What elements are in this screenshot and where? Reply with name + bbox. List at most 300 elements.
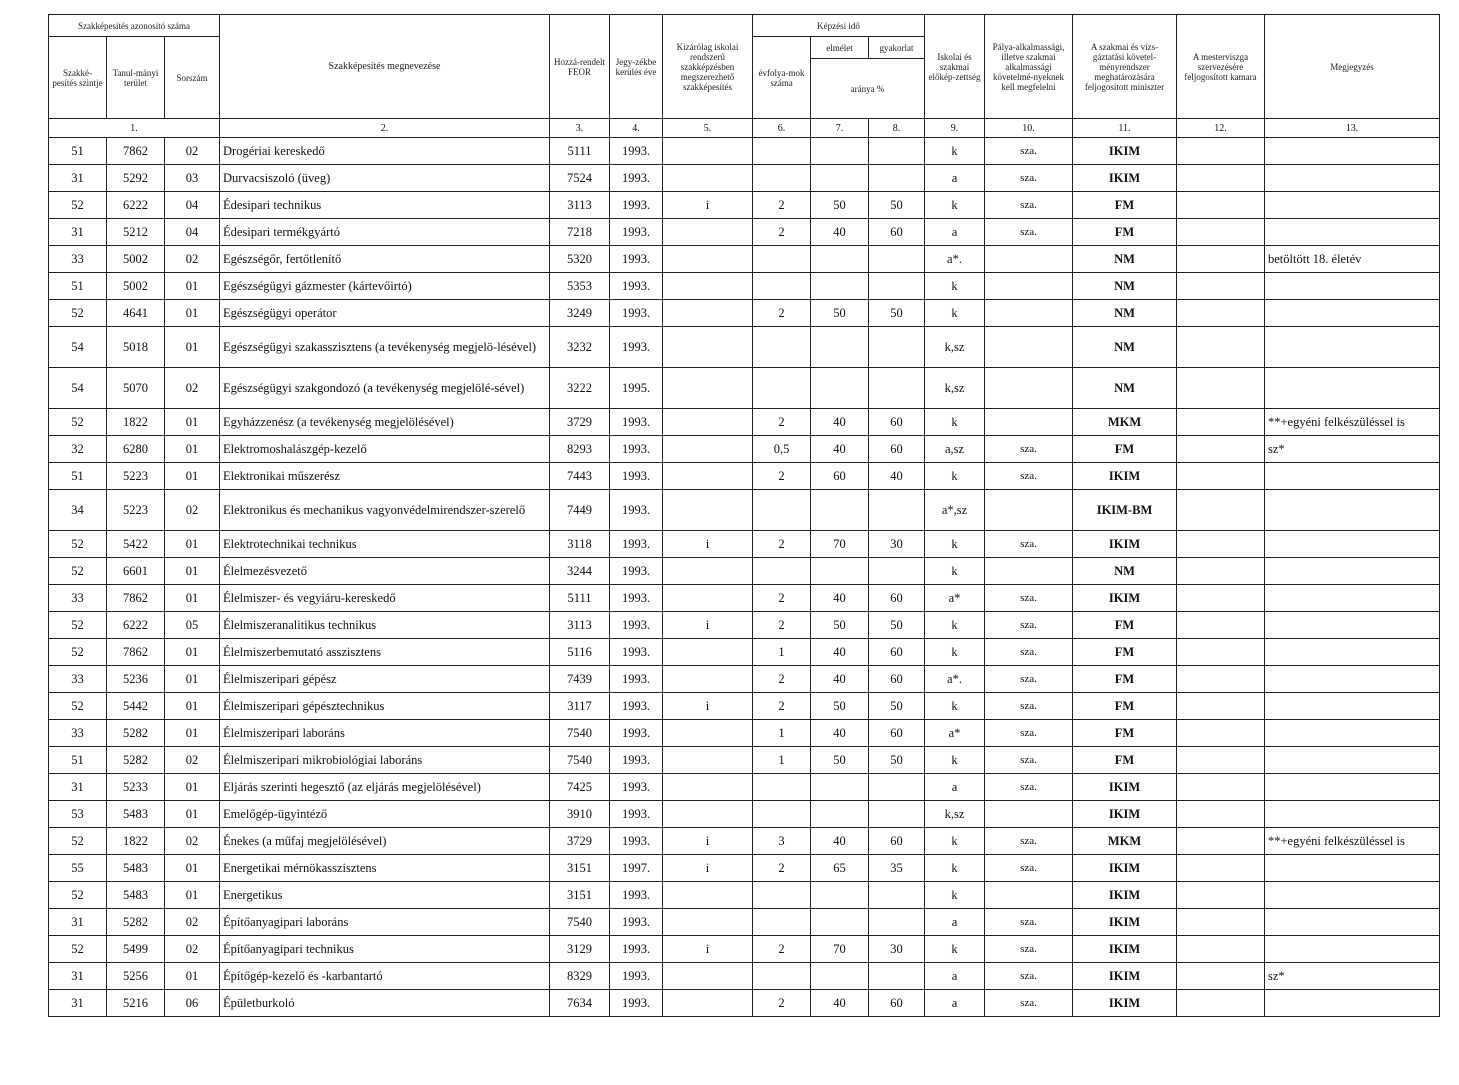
cell-name: Energetikus <box>220 882 550 909</box>
cell-year: 1993. <box>610 490 663 531</box>
cell-practice: 60 <box>869 436 925 463</box>
cell-minister: NM <box>1073 327 1177 368</box>
cell-aptitude: sza. <box>985 855 1073 882</box>
cell-chamber <box>1177 327 1265 368</box>
cell-minister: NM <box>1073 273 1177 300</box>
cell-serial: 01 <box>165 300 220 327</box>
cell-name: Elektronikai műszerész <box>220 463 550 490</box>
cell-prereq: a*. <box>925 666 985 693</box>
cell-aptitude: sza. <box>985 436 1073 463</box>
cell-year: 1993. <box>610 192 663 219</box>
cell-grades <box>753 138 811 165</box>
cell-serial: 06 <box>165 990 220 1017</box>
cell-theory <box>811 774 869 801</box>
cell-prereq: a*,sz <box>925 490 985 531</box>
cell-feor: 7540 <box>550 747 610 774</box>
cell-prereq: k <box>925 558 985 585</box>
cell-practice: 60 <box>869 666 925 693</box>
cell-practice: 40 <box>869 463 925 490</box>
table-row <box>49 558 1440 585</box>
cell-aptitude: sza. <box>985 909 1073 936</box>
cell-theory <box>811 801 869 828</box>
cell-theory: 40 <box>811 828 869 855</box>
cell-remark <box>1265 801 1440 828</box>
cell-year: 1993. <box>610 436 663 463</box>
cell-prereq: k <box>925 463 985 490</box>
cell-field: 5233 <box>107 774 165 801</box>
cell-grades: 2 <box>753 855 811 882</box>
table-row <box>49 909 1440 936</box>
table-row <box>49 720 1440 747</box>
cell-school-only <box>663 963 753 990</box>
cell-practice <box>869 909 925 936</box>
cell-minister: IKIM <box>1073 585 1177 612</box>
cell-prereq: k <box>925 138 985 165</box>
cell-prereq: a,sz <box>925 436 985 463</box>
cell-feor: 7218 <box>550 219 610 246</box>
cell-minister: FM <box>1073 693 1177 720</box>
cell-aptitude: sza. <box>985 666 1073 693</box>
cell-practice: 35 <box>869 855 925 882</box>
cell-chamber <box>1177 936 1265 963</box>
cell-remark <box>1265 138 1440 165</box>
table-row <box>49 138 1440 165</box>
cell-theory: 40 <box>811 720 869 747</box>
cell-remark: betöltött 18. életév <box>1265 246 1440 273</box>
cell-level: 55 <box>49 855 107 882</box>
cell-grades: 2 <box>753 409 811 436</box>
cell-minister: IKIM <box>1073 463 1177 490</box>
cell-minister: IKIM <box>1073 882 1177 909</box>
cell-remark <box>1265 300 1440 327</box>
cell-grades <box>753 273 811 300</box>
cell-field: 1822 <box>107 409 165 436</box>
cell-practice <box>869 490 925 531</box>
cell-level: 33 <box>49 246 107 273</box>
table-row <box>49 273 1440 300</box>
cell-minister: IKIM <box>1073 801 1177 828</box>
cell-serial: 01 <box>165 801 220 828</box>
cell-grades: 2 <box>753 219 811 246</box>
header-group-id: Szakképesítés azonosító száma <box>49 15 220 37</box>
cell-theory: 65 <box>811 855 869 882</box>
cell-minister: FM <box>1073 192 1177 219</box>
cell-field: 5292 <box>107 165 165 192</box>
cell-remark <box>1265 327 1440 368</box>
column-number: 9. <box>925 119 985 138</box>
cell-grades: 3 <box>753 828 811 855</box>
cell-grades: 2 <box>753 192 811 219</box>
cell-chamber <box>1177 368 1265 409</box>
cell-aptitude <box>985 327 1073 368</box>
cell-practice <box>869 558 925 585</box>
header-school-only: Kizárólag iskolai rendszerű szakképzésben megszerezhető szakképesítés <box>663 15 753 119</box>
cell-remark <box>1265 585 1440 612</box>
cell-field: 5212 <box>107 219 165 246</box>
header-training-time: Képzési idő <box>753 15 925 37</box>
table-row <box>49 300 1440 327</box>
cell-remark <box>1265 463 1440 490</box>
cell-remark <box>1265 666 1440 693</box>
cell-name: Elektronikus és mechanikus vagyonvédelmirendszer-szerelő <box>220 490 550 531</box>
cell-field: 5422 <box>107 531 165 558</box>
cell-grades: 2 <box>753 300 811 327</box>
cell-aptitude: sza. <box>985 219 1073 246</box>
cell-feor: 5353 <box>550 273 610 300</box>
cell-serial: 02 <box>165 909 220 936</box>
cell-prereq: a <box>925 990 985 1017</box>
cell-grades <box>753 882 811 909</box>
cell-name: Élelmiszeripari laboráns <box>220 720 550 747</box>
cell-prereq: a <box>925 219 985 246</box>
cell-name: Énekes (a műfaj megjelölésével) <box>220 828 550 855</box>
cell-grades: 0,5 <box>753 436 811 463</box>
cell-name: Egészségőr, fertőtlenítő <box>220 246 550 273</box>
cell-feor: 3222 <box>550 368 610 409</box>
cell-theory: 40 <box>811 666 869 693</box>
cell-field: 5070 <box>107 368 165 409</box>
cell-level: 52 <box>49 693 107 720</box>
column-number: 6. <box>753 119 811 138</box>
column-number: 1. <box>49 119 220 138</box>
cell-remark <box>1265 990 1440 1017</box>
header-year: Jegy-zékbe kerülés éve <box>610 15 663 119</box>
cell-field: 5499 <box>107 936 165 963</box>
cell-field: 6222 <box>107 192 165 219</box>
cell-remark <box>1265 219 1440 246</box>
cell-chamber <box>1177 855 1265 882</box>
cell-prereq: k,sz <box>925 327 985 368</box>
cell-serial: 02 <box>165 936 220 963</box>
cell-remark <box>1265 936 1440 963</box>
cell-grades <box>753 327 811 368</box>
cell-practice: 30 <box>869 531 925 558</box>
cell-practice: 30 <box>869 936 925 963</box>
cell-theory: 50 <box>811 612 869 639</box>
cell-minister: FM <box>1073 720 1177 747</box>
cell-year: 1993. <box>610 327 663 368</box>
cell-prereq: k <box>925 936 985 963</box>
cell-field: 5282 <box>107 909 165 936</box>
cell-remark: **+egyéni felkészüléssel is <box>1265 828 1440 855</box>
cell-feor: 8329 <box>550 963 610 990</box>
cell-serial: 02 <box>165 246 220 273</box>
cell-aptitude <box>985 558 1073 585</box>
cell-minister: IKIM <box>1073 936 1177 963</box>
cell-school-only <box>663 436 753 463</box>
cell-serial: 02 <box>165 490 220 531</box>
cell-year: 1993. <box>610 909 663 936</box>
cell-field: 5483 <box>107 882 165 909</box>
cell-school-only: i <box>663 855 753 882</box>
cell-remark <box>1265 558 1440 585</box>
cell-theory: 50 <box>811 693 869 720</box>
header-minister: A szakmai és vizs-gáztatási követel-ményrendszer meghatározására feljogosított miniszter <box>1073 15 1177 119</box>
cell-year: 1993. <box>610 963 663 990</box>
cell-feor: 3151 <box>550 882 610 909</box>
cell-year: 1995. <box>610 368 663 409</box>
cell-theory: 60 <box>811 463 869 490</box>
cell-chamber <box>1177 490 1265 531</box>
cell-grades: 2 <box>753 666 811 693</box>
header-serial: Sorszám <box>165 37 220 119</box>
cell-prereq: a <box>925 165 985 192</box>
cell-practice <box>869 368 925 409</box>
cell-aptitude <box>985 409 1073 436</box>
cell-theory <box>811 909 869 936</box>
cell-school-only <box>663 300 753 327</box>
cell-prereq: k <box>925 300 985 327</box>
cell-feor: 8293 <box>550 436 610 463</box>
cell-practice: 60 <box>869 720 925 747</box>
table-row <box>49 463 1440 490</box>
cell-name: Egészségügyi szakgondozó (a tevékenység megjelölé-sével) <box>220 368 550 409</box>
cell-year: 1993. <box>610 246 663 273</box>
cell-level: 33 <box>49 666 107 693</box>
cell-theory <box>811 273 869 300</box>
cell-chamber <box>1177 585 1265 612</box>
header-aptitude: Pálya-alkalmassági, illetve szakmai alkalmassági követelmé-nyeknek kell megfelelni <box>985 15 1073 119</box>
cell-field: 5282 <box>107 720 165 747</box>
cell-name: Elektromoshalászgép-kezelő <box>220 436 550 463</box>
table-row <box>49 165 1440 192</box>
cell-serial: 01 <box>165 327 220 368</box>
cell-year: 1993. <box>610 936 663 963</box>
cell-school-only <box>663 909 753 936</box>
cell-feor: 7443 <box>550 463 610 490</box>
cell-serial: 03 <box>165 165 220 192</box>
cell-school-only: i <box>663 936 753 963</box>
cell-year: 1993. <box>610 666 663 693</box>
cell-field: 5018 <box>107 327 165 368</box>
cell-year: 1993. <box>610 882 663 909</box>
cell-prereq: a <box>925 909 985 936</box>
table-row <box>49 192 1440 219</box>
cell-practice <box>869 882 925 909</box>
table-row <box>49 963 1440 990</box>
cell-chamber <box>1177 300 1265 327</box>
cell-prereq: k <box>925 639 985 666</box>
cell-feor: 7540 <box>550 720 610 747</box>
cell-year: 1993. <box>610 165 663 192</box>
header-level: Szakké-pesítés szintje <box>49 37 107 119</box>
cell-name: Eljárás szerinti hegesztő (az eljárás megjelölésével) <box>220 774 550 801</box>
cell-name: Élelmiszeranalitikus technikus <box>220 612 550 639</box>
cell-practice <box>869 327 925 368</box>
cell-grades: 2 <box>753 531 811 558</box>
cell-field: 5002 <box>107 273 165 300</box>
cell-year: 1993. <box>610 828 663 855</box>
cell-school-only <box>663 327 753 368</box>
cell-aptitude <box>985 273 1073 300</box>
cell-field: 7862 <box>107 585 165 612</box>
cell-level: 52 <box>49 828 107 855</box>
cell-minister: FM <box>1073 219 1177 246</box>
cell-remark <box>1265 368 1440 409</box>
cell-theory <box>811 327 869 368</box>
cell-name: Egészségügyi operátor <box>220 300 550 327</box>
cell-field: 5442 <box>107 693 165 720</box>
cell-feor: 7524 <box>550 165 610 192</box>
cell-theory <box>811 246 869 273</box>
cell-theory: 40 <box>811 990 869 1017</box>
table-row <box>49 855 1440 882</box>
table-row <box>49 436 1440 463</box>
cell-year: 1993. <box>610 774 663 801</box>
cell-feor: 3249 <box>550 300 610 327</box>
cell-feor: 3244 <box>550 558 610 585</box>
cell-serial: 01 <box>165 409 220 436</box>
cell-school-only <box>663 368 753 409</box>
cell-feor: 5111 <box>550 138 610 165</box>
cell-year: 1993. <box>610 463 663 490</box>
cell-chamber <box>1177 409 1265 436</box>
cell-practice: 50 <box>869 612 925 639</box>
cell-name: Egyházzenész (a tevékenység megjelölésével) <box>220 409 550 436</box>
cell-field: 5236 <box>107 666 165 693</box>
header-ratio: aránya % <box>811 59 925 119</box>
cell-school-only <box>663 801 753 828</box>
qualification-register-table <box>48 14 1440 1017</box>
header-remark: Megjegyzés <box>1265 15 1440 119</box>
cell-level: 51 <box>49 463 107 490</box>
cell-chamber <box>1177 774 1265 801</box>
cell-serial: 01 <box>165 693 220 720</box>
cell-practice: 50 <box>869 747 925 774</box>
cell-remark <box>1265 192 1440 219</box>
cell-aptitude: sza. <box>985 693 1073 720</box>
cell-year: 1993. <box>610 639 663 666</box>
cell-name: Emelőgép-ügyintéző <box>220 801 550 828</box>
cell-field: 5002 <box>107 246 165 273</box>
cell-level: 31 <box>49 774 107 801</box>
cell-practice <box>869 273 925 300</box>
cell-theory: 50 <box>811 300 869 327</box>
cell-name: Élelmiszeripari gépész <box>220 666 550 693</box>
cell-aptitude: sza. <box>985 774 1073 801</box>
cell-serial: 01 <box>165 463 220 490</box>
cell-level: 33 <box>49 585 107 612</box>
cell-prereq: k <box>925 612 985 639</box>
cell-prereq: a <box>925 963 985 990</box>
cell-remark: **+egyéni felkészüléssel is <box>1265 409 1440 436</box>
cell-practice: 60 <box>869 219 925 246</box>
cell-aptitude: sza. <box>985 531 1073 558</box>
cell-school-only: i <box>663 693 753 720</box>
cell-aptitude: sza. <box>985 138 1073 165</box>
cell-minister: IKIM <box>1073 990 1177 1017</box>
cell-remark: sz* <box>1265 963 1440 990</box>
cell-grades: 2 <box>753 693 811 720</box>
cell-year: 1993. <box>610 300 663 327</box>
cell-prereq: k <box>925 855 985 882</box>
cell-aptitude: sza. <box>985 612 1073 639</box>
table-row <box>49 990 1440 1017</box>
cell-theory <box>811 558 869 585</box>
cell-feor: 7449 <box>550 490 610 531</box>
cell-level: 31 <box>49 909 107 936</box>
cell-theory: 50 <box>811 192 869 219</box>
cell-feor: 3729 <box>550 828 610 855</box>
cell-theory <box>811 138 869 165</box>
table-row <box>49 747 1440 774</box>
cell-chamber <box>1177 666 1265 693</box>
cell-level: 52 <box>49 409 107 436</box>
cell-minister: MKM <box>1073 828 1177 855</box>
cell-grades <box>753 368 811 409</box>
cell-practice: 60 <box>869 990 925 1017</box>
cell-aptitude: sza. <box>985 828 1073 855</box>
cell-level: 52 <box>49 612 107 639</box>
cell-minister: NM <box>1073 246 1177 273</box>
cell-theory: 40 <box>811 409 869 436</box>
cell-serial: 04 <box>165 219 220 246</box>
cell-school-only: i <box>663 531 753 558</box>
cell-feor: 3117 <box>550 693 610 720</box>
cell-feor: 7425 <box>550 774 610 801</box>
cell-level: 31 <box>49 963 107 990</box>
cell-minister: IKIM <box>1073 774 1177 801</box>
cell-year: 1993. <box>610 720 663 747</box>
cell-grades: 2 <box>753 463 811 490</box>
cell-chamber <box>1177 192 1265 219</box>
cell-minister: IKIM <box>1073 165 1177 192</box>
cell-chamber <box>1177 990 1265 1017</box>
cell-name: Élelmiszerbemutató asszisztens <box>220 639 550 666</box>
cell-chamber <box>1177 639 1265 666</box>
cell-year: 1993. <box>610 612 663 639</box>
cell-year: 1993. <box>610 693 663 720</box>
cell-school-only <box>663 273 753 300</box>
cell-theory <box>811 368 869 409</box>
cell-year: 1997. <box>610 855 663 882</box>
cell-minister: FM <box>1073 612 1177 639</box>
cell-prereq: k <box>925 828 985 855</box>
cell-serial: 01 <box>165 531 220 558</box>
cell-field: 5223 <box>107 463 165 490</box>
cell-prereq: k <box>925 192 985 219</box>
cell-serial: 01 <box>165 882 220 909</box>
table-row <box>49 585 1440 612</box>
cell-theory <box>811 490 869 531</box>
cell-practice <box>869 246 925 273</box>
header-field: Tanul-mányi terület <box>107 37 165 119</box>
cell-serial: 01 <box>165 273 220 300</box>
cell-school-only: i <box>663 192 753 219</box>
cell-level: 52 <box>49 936 107 963</box>
cell-name: Egészségügyi szakasszisztens (a tevékenység megjelö-lésével) <box>220 327 550 368</box>
cell-school-only <box>663 639 753 666</box>
cell-aptitude: sza. <box>985 936 1073 963</box>
cell-aptitude <box>985 801 1073 828</box>
cell-serial: 04 <box>165 192 220 219</box>
cell-remark <box>1265 774 1440 801</box>
cell-year: 1993. <box>610 409 663 436</box>
cell-chamber <box>1177 558 1265 585</box>
cell-school-only <box>663 219 753 246</box>
header-grades: évfolya-mok száma <box>753 37 811 119</box>
header-chamber: A mesterviszga szervezésére feljogosított kamara <box>1177 15 1265 119</box>
table-row <box>49 490 1440 531</box>
cell-grades: 2 <box>753 585 811 612</box>
cell-remark <box>1265 747 1440 774</box>
cell-field: 6601 <box>107 558 165 585</box>
column-number: 3. <box>550 119 610 138</box>
table-row <box>49 219 1440 246</box>
cell-name: Építőanyagipari laboráns <box>220 909 550 936</box>
cell-aptitude <box>985 300 1073 327</box>
cell-grades: 2 <box>753 990 811 1017</box>
